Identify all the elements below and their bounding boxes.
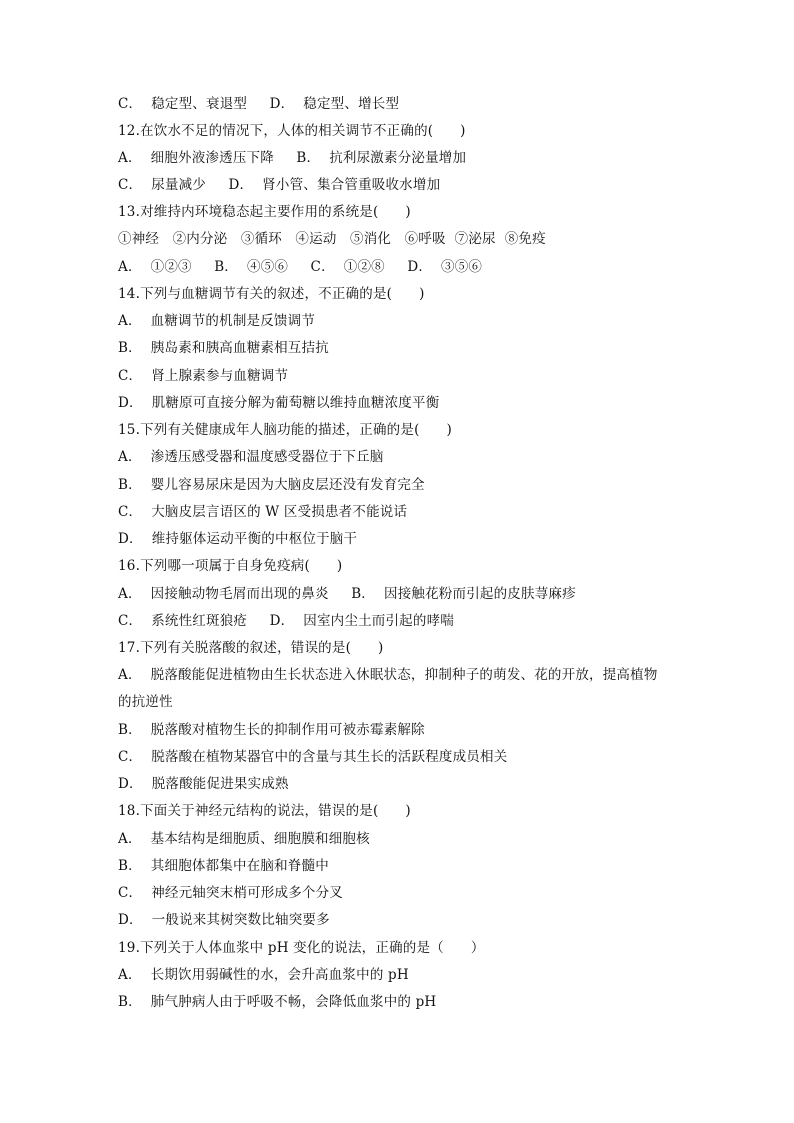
- text-line: D． 一般说来其树突数比轴突要多: [118, 912, 330, 928]
- question-15-stem: 15.下列有关健康成年人脑功能的描述，正确的是( ): [118, 422, 452, 438]
- text-line: D． 维持躯体运动平衡的中枢位于脑干: [118, 531, 358, 547]
- text-line: A． 细胞外液渗透压下降 B． 抗利尿激素分泌量增加: [118, 150, 467, 166]
- text-line: C． 系统性红斑狼疮 D． 因室内尘土而引起的哮喘: [118, 613, 454, 629]
- text-line: B． 胰岛素和胰高血糖素相互拮抗: [118, 340, 329, 356]
- text-line: C． 稳定型、衰退型 D． 稳定型、增长型: [118, 96, 400, 112]
- text-line: A． 渗透压感受器和温度感受器位于下丘脑: [118, 449, 384, 465]
- text-line: A． 因接触动物毛屑而出现的鼻炎 B． 因接触花粉而引起的皮肤荨麻疹: [118, 586, 576, 602]
- question-19-stem: 19.下列关于人体血浆中 pH 变化的说法，正确的是（ ）: [118, 940, 485, 956]
- text-line: B． 脱落酸对植物生长的抑制作用可被赤霉素解除: [118, 722, 425, 738]
- text-line: A． 长期饮用弱碱性的水，会升高血浆中的 pH: [118, 967, 409, 983]
- text-line: A． 脱落酸能促进植物由生长状态进入休眠状态，抑制种子的萌发、花的开放，提高植物: [118, 667, 658, 683]
- text-line: C． 脱落酸在植物某器官中的含量与其生长的活跃程度成员相关: [118, 749, 508, 765]
- text-line: C． 神经元轴突末梢可形成多个分叉: [118, 885, 344, 901]
- text-line: B． 其细胞体都集中在脑和脊髓中: [118, 858, 329, 874]
- text-line: C． 大脑皮层言语区的 W 区受损患者不能说话: [118, 504, 408, 520]
- question-12-stem: 12.在饮水不足的情况下，人体的相关调节不正确的( ): [118, 123, 466, 139]
- question-16-stem: 16.下列哪一项属于自身免疫病( ): [118, 558, 343, 574]
- text-line: D． 脱落酸能促进果实成熟: [118, 776, 289, 792]
- text-line: A． 基本结构是细胞质、细胞膜和细胞核: [118, 831, 370, 847]
- question-18-stem: 18.下面关于神经元结构的说法，错误的是( ): [118, 803, 411, 819]
- text-line: C． 肾上腺素参与血糖调节: [118, 368, 289, 384]
- text-line: B． 婴儿容易尿床是因为大脑皮层还没有发育完全: [118, 477, 425, 493]
- question-13-stem: 13.对维持内环境稳态起主要作用的系统是( ): [118, 204, 411, 220]
- text-line: A． ①②③ B． ④⑤⑥ C． ①②⑧ D． ③⑤⑥: [118, 259, 483, 275]
- text-line: C． 尿量减少 D． 肾小管、集合管重吸收水增加: [118, 177, 441, 193]
- text-line: 的抗逆性: [118, 694, 173, 710]
- question-14-stem: 14.下列与血糖调节有关的叙述，不正确的是( ): [118, 286, 425, 302]
- text-line: B． 肺气肿病人由于呼吸不畅，会降低血浆中的 pH: [118, 994, 437, 1010]
- text-line: D． 肌糖原可直接分解为葡萄糖以维持血糖浓度平衡: [118, 395, 440, 411]
- text-line: A． 血糖调节的机制是反馈调节: [118, 313, 316, 329]
- question-17-stem: 17.下列有关脱落酸的叙述，错误的是( ): [118, 640, 384, 656]
- text-line: ①神经 ②内分泌 ③循环 ④运动 ⑤消化 ⑥呼吸 ⑦泌尿 ⑧免疫: [118, 231, 546, 247]
